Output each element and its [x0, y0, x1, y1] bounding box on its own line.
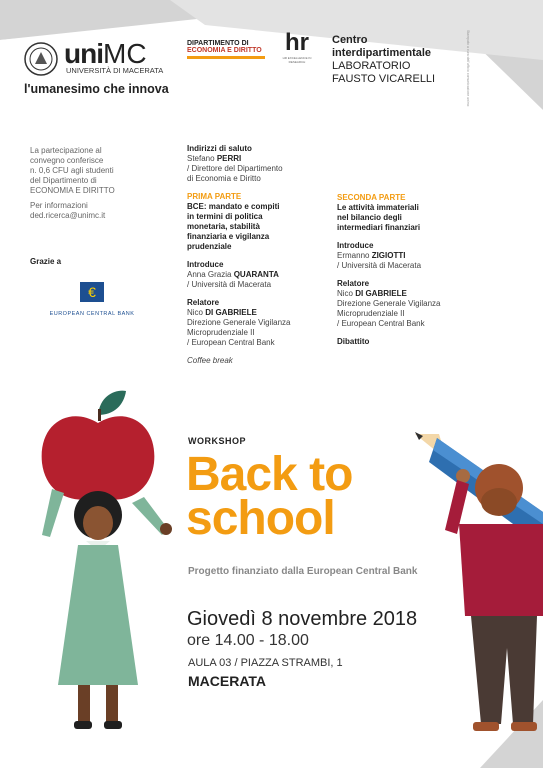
department-logo	[187, 40, 265, 59]
euro-symbol-icon	[80, 282, 104, 302]
cfu-info: La partecipazione al convegno conferisce n. 0,6 CFU agli studenti del Dipartimento di ECONOMIA E DIRITTO Per informazioni ded.ricerca@unimc.it	[30, 146, 115, 220]
part2-title: Le attività immateriali nel bilancio degli intermediari finanziari	[337, 203, 421, 232]
hr-logo-text: hr	[285, 29, 309, 56]
event-venue: AULA 03 / PIAZZA STRAMBI, 1	[188, 657, 343, 669]
part1-heading: PRIMA PARTE	[187, 192, 242, 201]
tagline: l'umanesimo che innova	[24, 82, 169, 96]
program-column-1: Indirizzi di saluto Stefano PERRI / Direttore del Dipartimento di Economia e Diritto PRIMA PARTE BCE: mandato e compiti in termini di politica monetaria, stabilità finanziaria e vigilanza prudenziale Introduce Anna Grazia QUARANTA / Università di Macerata Relatore Nico DI GABRIELE Direzione Generale Vigilanza Microprudenziale II / European Central Bank Coffee break	[187, 144, 327, 366]
hr-logo	[278, 30, 316, 64]
dept-line2: ECONOMIA E DIRITTO	[187, 47, 262, 54]
debate: Dibattito	[337, 337, 370, 346]
apple-leaf	[98, 391, 126, 415]
info-email[interactable]: ded.ricerca@unimc.it	[30, 211, 106, 220]
event-date: Giovedì 8 novembre 2018	[187, 608, 418, 630]
saluto-name: Stefano PERRI	[187, 154, 242, 163]
ecb-logo	[32, 282, 152, 317]
boy-shirt	[459, 524, 543, 616]
thanks-label: Grazie a	[30, 257, 62, 266]
logo-mc: MC	[103, 38, 147, 69]
coffee-break: Coffee break	[187, 356, 233, 365]
event-city: MACERATA	[188, 673, 267, 689]
ecb-name: EUROPEAN CENTRAL BANK	[49, 311, 135, 317]
university-name: UNIVERSITÀ DI MACERATA	[66, 66, 164, 75]
girl-with-apple-illustration	[28, 385, 193, 745]
dept-line1: DIPARTIMENTO DI	[187, 40, 249, 47]
hr-caption: HR EXCELLENCE IN RESEARCH	[282, 56, 312, 64]
university-seal-icon	[24, 42, 58, 76]
svg-text:€: €	[88, 284, 96, 300]
boy-with-pencil-illustration	[415, 428, 543, 748]
part2-heading: SECONDA PARTE	[337, 193, 406, 202]
part1-title: BCE: mandato e compiti in termini di politica monetaria, stabilità finanziaria e vigilanza prudenziale	[187, 202, 280, 251]
centro-title: Centro interdipartimentale LABORATORIO FAUSTO VICARELLI	[332, 34, 436, 85]
funding-note: Progetto finanziato dalla European Central Bank	[188, 566, 418, 577]
girl-dress	[58, 545, 138, 685]
saluto-title: Indirizzi di saluto	[187, 144, 252, 153]
event-title: Back to school	[186, 448, 353, 545]
logo-uni: uni	[64, 38, 103, 69]
side-note: Stampato a cura dell'ufficio comunicazione unimc	[466, 30, 470, 107]
event-type: WORKSHOP	[188, 436, 246, 446]
event-time: ore 14.00 - 18.00	[187, 632, 309, 649]
apple-icon	[42, 416, 155, 499]
program-column-2: SECONDA PARTE Le attività immateriali nel bilancio degli intermediari finanziari Introduce Ermanno ZIGIOTTI / Università di Macerata Relatore Nico DI GABRIELE Direzione Generale Vigilanza Microprudenziale II / European Central Bank Dibattito	[337, 193, 477, 347]
